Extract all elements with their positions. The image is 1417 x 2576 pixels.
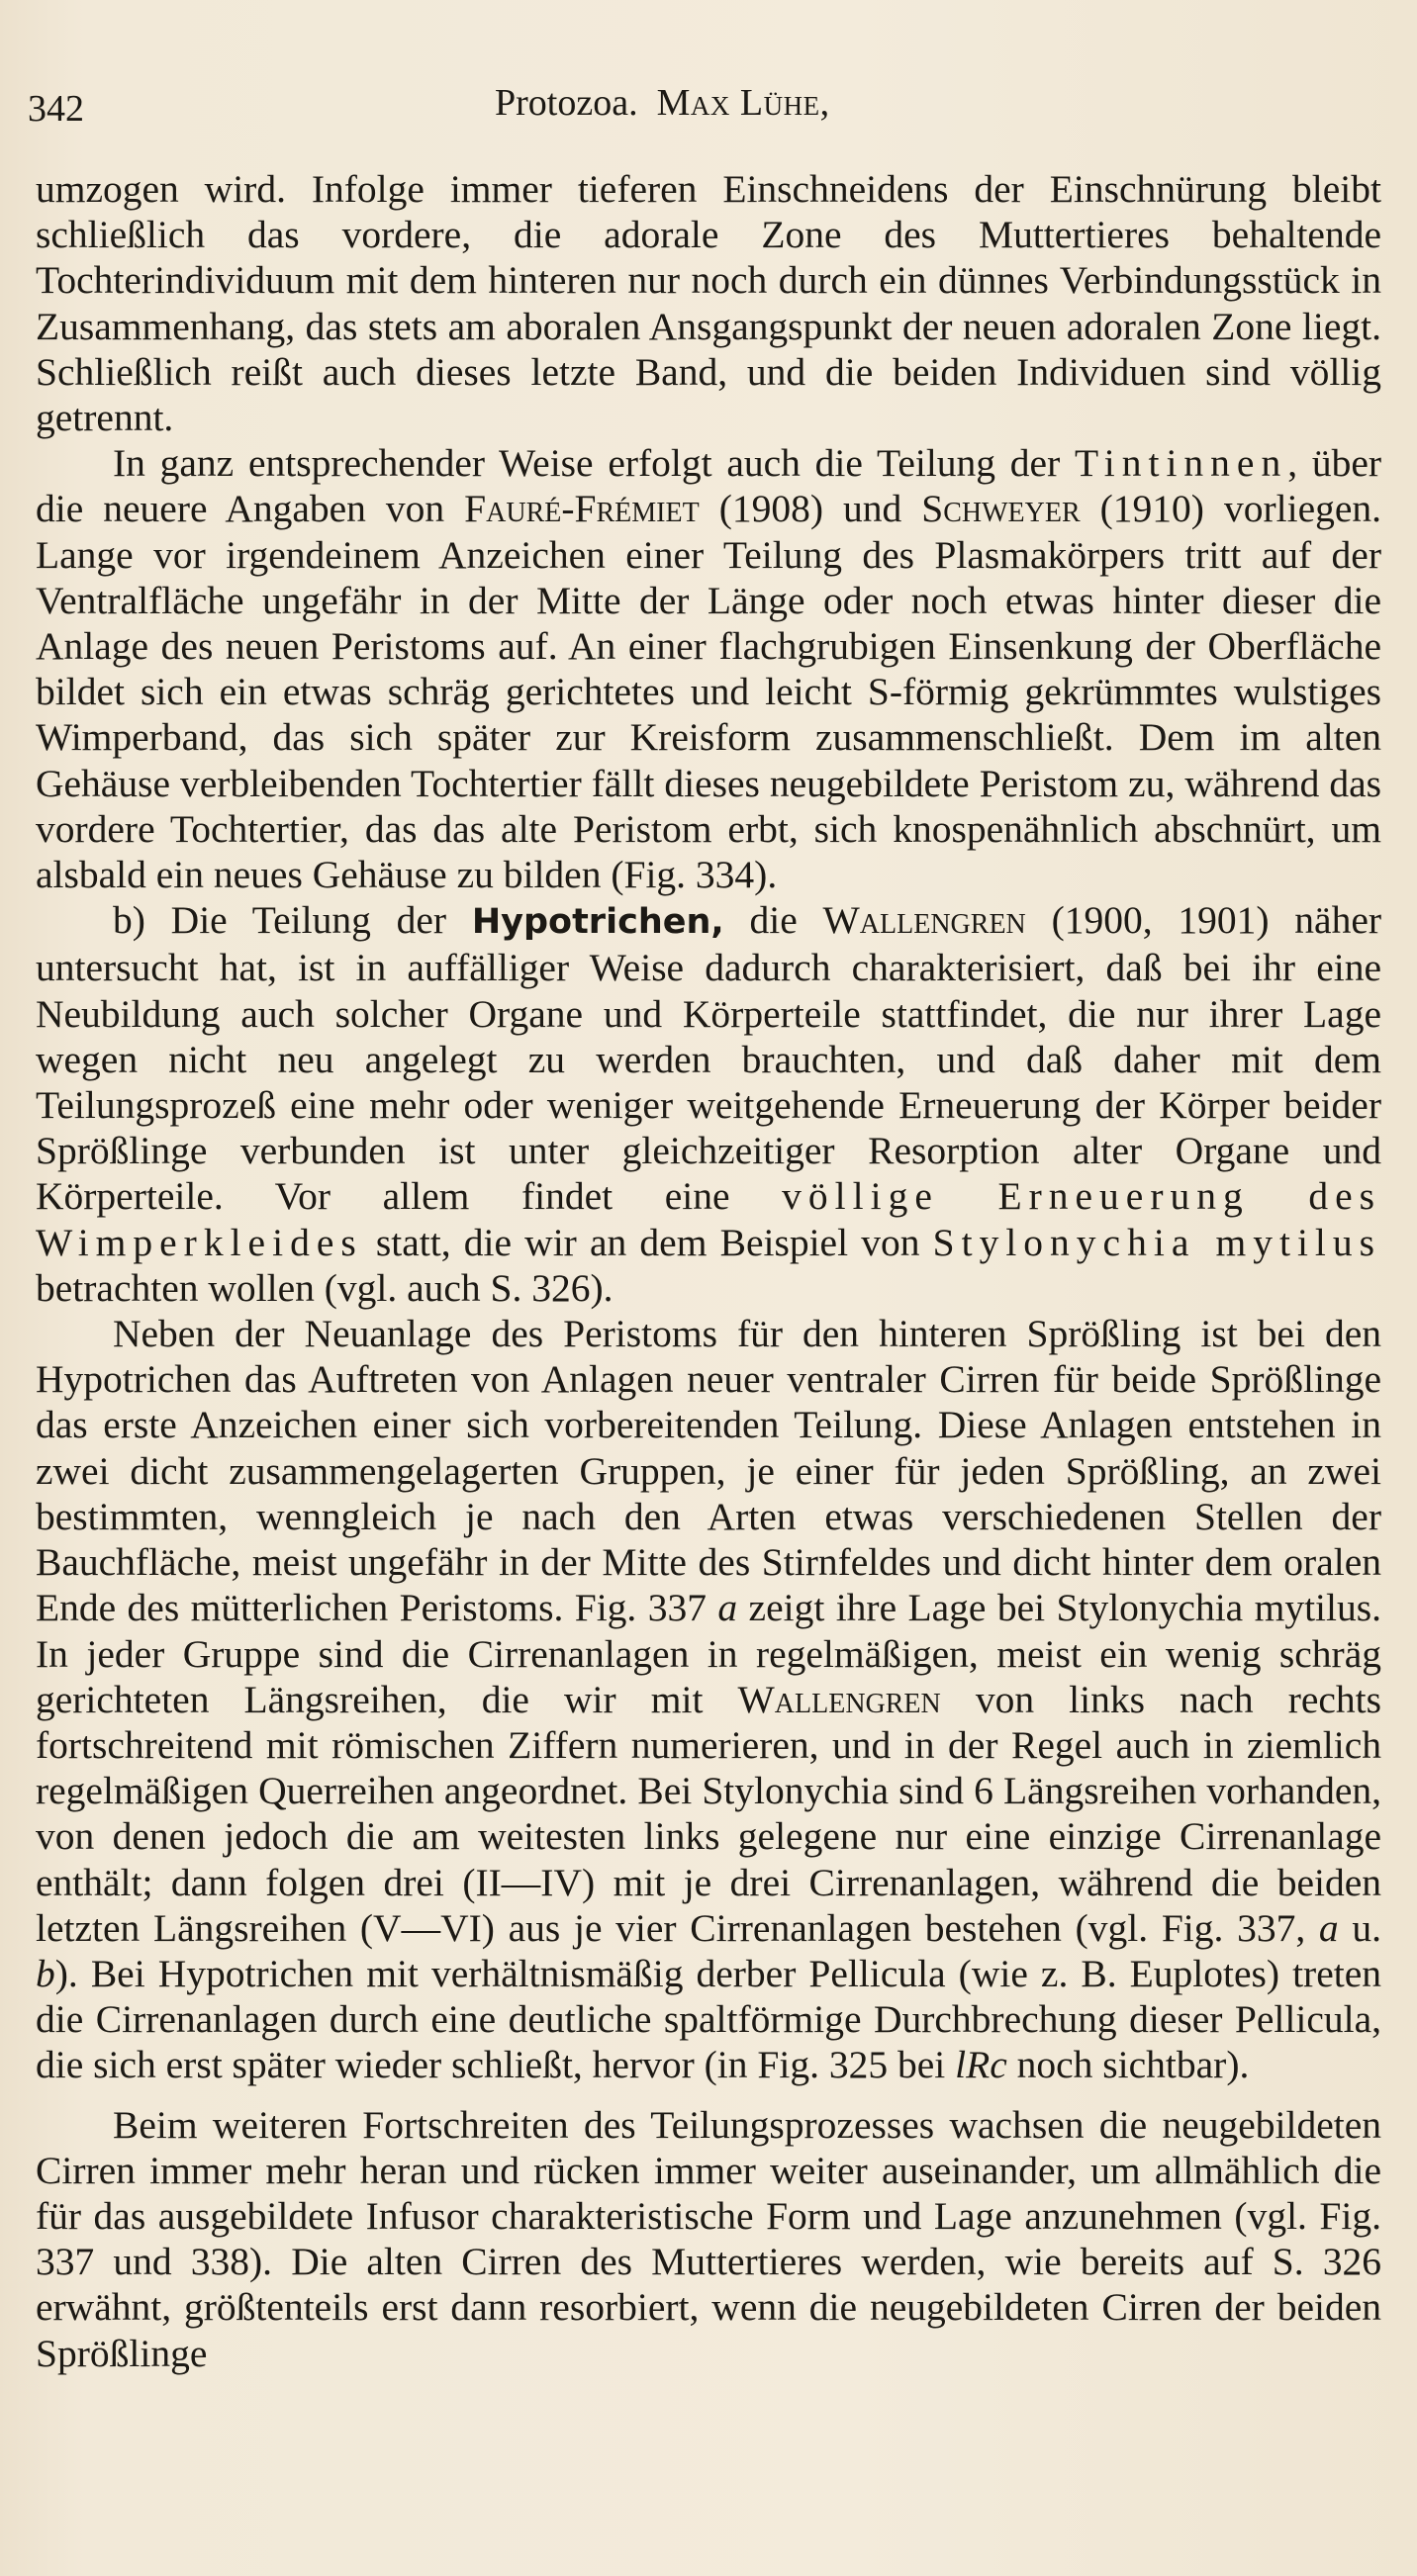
figure-label-italic: lRc xyxy=(955,2043,1007,2087)
text-run: (1908) und xyxy=(718,487,902,531)
text-run: die xyxy=(749,898,798,943)
text-run: In ganz entsprechender Weise erfolgt auch die Teilung der xyxy=(113,441,1061,486)
text-run: zeigt ihre Lage bei Stylonychia mytilus. In jeder Gruppe sind die Cirrenanlagen in regelmäßigen, meist ein wenig schräg gerichteten Längsreihen, die wir mit xyxy=(36,1586,1382,1721)
paragraph-3 xyxy=(36,897,1381,1311)
running-head-title: Protozoa. xyxy=(495,82,638,124)
paragraph-5: Beim weiteren Fortschreiten des Teilungsprozesses wachsen die neugebildeten Cirren immer mehr heran und rücken immer weiter auseinander, um allmählich die für das ausgebildete Infusor charakteristische Form und Lage anzunehmen (vgl. Fig. 337 und 338). Die alten Cirren des Muttertieres werden, wie bereits auf S. 326 erwähnt, größtenteils erst dann resorbiert, wenn die neugebildeten Cirren der beiden Sprößlinge xyxy=(36,2102,1381,2375)
author-name: Fauré-Frémiet xyxy=(464,487,700,531)
taxon-tintinnen: Tintinnen xyxy=(1075,441,1288,486)
figure-label-italic: a xyxy=(1318,1905,1339,1950)
paragraph-1: umzogen wird. Infolge immer tieferen Einschneidens der Einschnürung bleibt schließlich das vordere, die adorale Zone des Muttertieres behaltende Tochterindividuum mit dem hinteren nur noch durch ein dünnes Verbindungsstück in Zusammenhang, das stets am aboralen Ansgangspunkt der neuen adoralen Zone liegt. Schließlich reißt auch dieses letzte Band, und die beiden Individuen sind völlig getrennt. xyxy=(36,167,1381,440)
text-run: noch sichtbar). xyxy=(1016,2043,1250,2087)
emphasis-spaced: völlige Erneuerung des Wimperkleides xyxy=(36,1174,1381,1264)
section-term-hypotrichen: Hypotrichen, xyxy=(471,902,724,943)
text-run: Neben der Neuanlage des Peristoms für den hinteren Sprößling ist bei den Hypotrichen das Auftreten von Anlagen neuer ventraler Cirren für beide Sprößlinge das erste Anzeichen einer sich vorbereitenden Teilung. Diese Anlagen entstehen in zwei dicht zusammengelagerten Gruppen, je einer für jeden Sprößling, an zwei bestimmten, wenngleich je nach den Arten etwas verschiedenen Stellen der Bauchfläche, meist ungefähr in der Mitte des Stirnfeldes und dicht hinter dem oralen Ende des mütterlichen Peristoms. Fig. 337 xyxy=(36,1312,1381,1630)
page-number: 342 xyxy=(28,88,84,130)
author-name: Wallengren xyxy=(822,898,1026,943)
text-run: u. xyxy=(1352,1905,1381,1950)
text-run: (1910) vorliegen. Lange vor irgendeinem Anzeichen einer Teilung des Plasmakörpers tritt auf der Ventralfläche ungefähr in der Mitte der Länge oder noch etwas hinter dieser die Anlage des neuen Peristoms auf. An einer flachgrubigen Einsenkung der Oberfläche bildet sich ein etwas schräg gerichtetes und leicht S-förmig gekrümmtes wulstiges Wimperband, das sich später zur Kreisform zusammenschließt. Dem im alten Gehäuse verbleibenden Tochtertier fällt dieses neugebildete Peristom zu, während das vordere Tochtertier, das das alte Peristom erbt, sich knospenähnlich abschnürt, um alsbald ein neues Gehäuse zu bilden (Fig. 334). xyxy=(36,487,1382,897)
running-head xyxy=(495,81,830,125)
page-header xyxy=(28,81,1413,140)
taxon-stylonychia: Stylonychia mytilus xyxy=(932,1220,1382,1264)
paragraph-4 xyxy=(36,1311,1381,2087)
text-run: von links nach rechts fortschreitend mit römischen Ziffern numerieren, und in der Regel auch in ziemlich regelmäßigen Querreihen angeordnet. Bei Stylonychia sind 6 Längsreihen vorhanden, von denen jedoch die am weitesten links gelegene nur eine einzige Cirrenanlage enthält; dann folgen drei (II—IV) mit je drei Cirrenanlagen, während die beiden letzten Längsreihen (V—VI) aus je vier Cirrenanlagen bestehen (vgl. Fig. 337, xyxy=(36,1677,1382,1950)
text-run: , über die neuere Angaben von xyxy=(36,441,1382,531)
running-head-author: Max Lühe, xyxy=(656,82,830,124)
figure-label-italic: a xyxy=(717,1586,738,1630)
author-name: Schweyer xyxy=(921,487,1081,531)
author-name: Wallengren xyxy=(737,1677,941,1721)
text-run: b) Die Teilung der xyxy=(113,898,447,943)
text-run: statt, die wir an dem Beispiel von xyxy=(375,1220,920,1264)
body-text xyxy=(36,166,1381,2376)
text-run: betrachten wollen (vgl. auch S. 326). xyxy=(36,1265,614,1310)
text-run: (1900, 1901) näher untersucht hat, ist in auffälliger Weise dadurch charakterisiert, daß bei ihr eine Neubildung auch solcher Organe und Körperteile stattfindet, die nur ihrer Lage wegen nicht neu angelegt zu werden brauchten, und daß daher mit dem Teilungsprozeß eine mehr oder weniger weitgehende Erneuerung der Körper beider Sprößlinge verbunden ist unter gleichzeitiger Resorption alter Organe und Körperteile. Vor allem findet eine xyxy=(36,898,1382,1219)
figure-label-italic: b xyxy=(36,1951,55,1995)
text-run: ). Bei Hypotrichen mit verhältnismäßig derber Pellicula (wie z. B. Euplotes) treten die Cirrenanlagen durch eine deutliche spaltförmige Durchbrechung dieser Pellicula, die sich erst später wieder schließt, hervor (in Fig. 325 bei xyxy=(36,1951,1381,2087)
paragraph-2 xyxy=(36,440,1381,897)
